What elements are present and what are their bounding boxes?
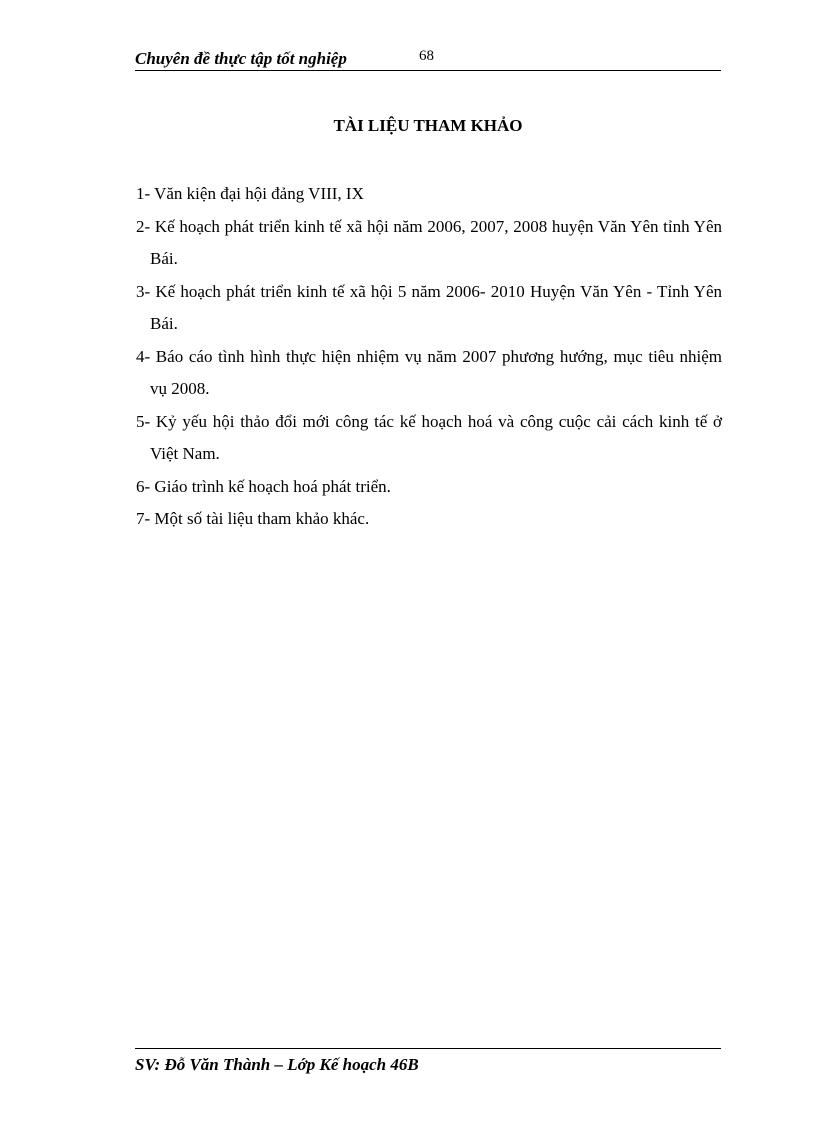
document-title: TÀI LIỆU THAM KHẢO bbox=[333, 116, 523, 135]
reference-item: 3- Kế hoạch phát triển kinh tế xã hội 5 năm 2006- 2010 Huyện Văn Yên - Tỉnh Yên Bái. bbox=[136, 281, 722, 333]
reference-list bbox=[136, 178, 722, 536]
reference-item: 4- Báo cáo tình hình thực hiện nhiệm vụ năm 2007 phương hướng, mục tiêu nhiệm vụ 2008. bbox=[136, 346, 722, 398]
reference-item: 1- Văn kiện đại hội đảng VIII, IX bbox=[136, 184, 364, 203]
reference-item: 7- Một số tài liệu tham khảo khác. bbox=[136, 509, 370, 528]
reference-item: 5- Kỷ yếu hội thảo đổi mới công tác kế hoạch hoá và công cuộc cải cách kinh tế ở Việt Nam. bbox=[136, 411, 722, 463]
reference-item: 2- Kế hoạch phát triển kinh tế xã hội năm 2006, 2007, 2008 huyện Văn Yên tỉnh Yên Bái. bbox=[136, 216, 722, 268]
header-title: Chuyên đề thực tập tốt nghiệp bbox=[135, 49, 347, 68]
reference-item: 6- Giáo trình kế hoạch hoá phát triển. bbox=[136, 476, 391, 496]
footer-text: SV: Đỗ Văn Thành – Lớp Kế hoạch 46B bbox=[135, 1055, 419, 1074]
page-footer bbox=[135, 1048, 721, 1075]
page-header bbox=[135, 46, 721, 71]
page-number: 68 bbox=[419, 48, 434, 64]
